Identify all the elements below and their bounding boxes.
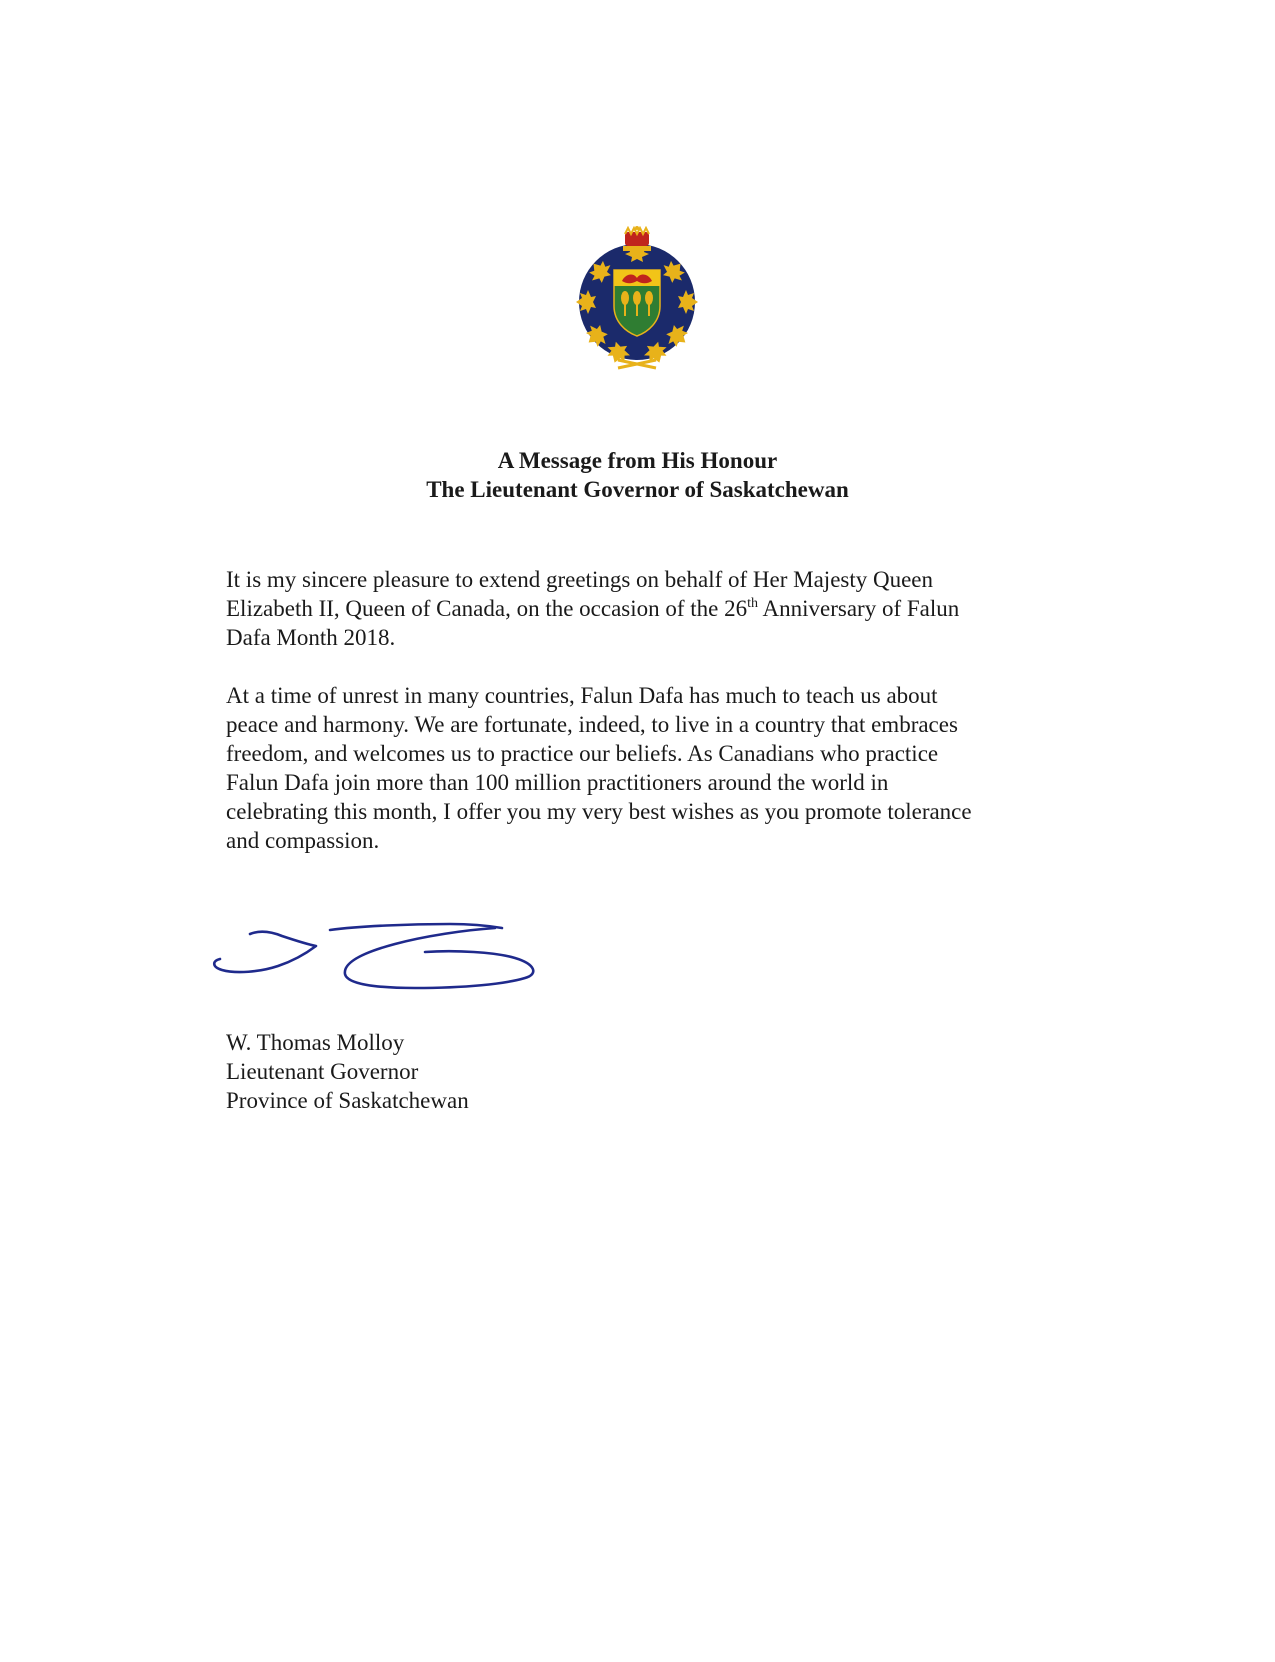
paragraph-line bbox=[226, 594, 1056, 623]
heading-line-1: A Message from His Honour bbox=[497, 448, 778, 473]
heading-line-2: The Lieutenant Governor of Saskatchewan bbox=[426, 477, 849, 502]
signer-province: Province of Saskatchewan bbox=[226, 1088, 469, 1113]
saskatchewan-vice-regal-crest-icon bbox=[570, 226, 705, 371]
paragraph-line: and compassion. bbox=[226, 828, 380, 853]
ordinal-suffix: th bbox=[747, 596, 759, 611]
paragraph-line: At a time of unrest in many countries, Falun Dafa has much to teach us about bbox=[226, 683, 938, 708]
paragraph-line: celebrating this month, I offer you my very best wishes as you promote tolerance bbox=[226, 799, 972, 824]
paragraph-line: Falun Dafa join more than 100 million practitioners around the world in bbox=[226, 770, 889, 795]
paragraph-line: freedom, and welcomes us to practice our beliefs. As Canadians who practice bbox=[226, 741, 939, 766]
paragraph-line: Dafa Month 2018. bbox=[226, 625, 396, 650]
signer-title: Lieutenant Governor bbox=[226, 1059, 419, 1084]
paragraph-line: It is my sincere pleasure to extend greetings on behalf of Her Majesty Queen bbox=[226, 567, 934, 592]
handwritten-signature-icon bbox=[210, 920, 540, 1000]
paragraph-line: peace and harmony. We are fortunate, indeed, to live in a country that embraces bbox=[226, 712, 958, 737]
message-heading bbox=[0, 446, 1275, 504]
line-text: Elizabeth II, Queen of Canada, on the occasion of the 26 bbox=[226, 596, 748, 621]
line-text: Anniversary of Falun bbox=[758, 596, 960, 621]
paragraph-message bbox=[226, 681, 1056, 855]
signer-name: W. Thomas Molloy bbox=[226, 1030, 405, 1055]
paragraph-greeting bbox=[226, 565, 1056, 652]
signature-block bbox=[226, 1028, 469, 1115]
